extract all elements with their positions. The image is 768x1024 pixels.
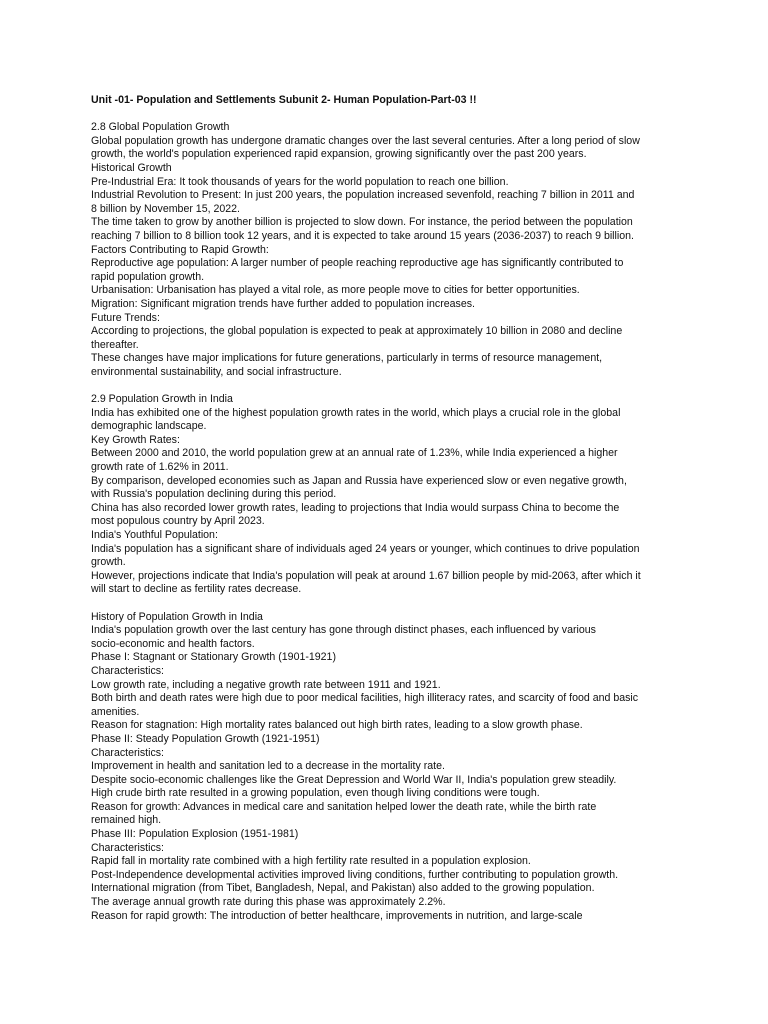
text-line: However, projections indicate that India's population will peak at around 1.67 billion people by mid-2063, after which it <box>91 569 641 582</box>
text-line: Characteristics: <box>91 664 164 677</box>
paragraph-gap <box>91 597 708 611</box>
text-line: socio-economic and health factors. <box>91 637 255 650</box>
text-line: Factors Contributing to Rapid Growth: <box>91 243 269 256</box>
text-line: India's population has a significant share of individuals aged 24 years or younger, which continues to drive population <box>91 542 640 555</box>
text-line: Global population growth has undergone dramatic changes over the last several centuries. After a long period of slow <box>91 134 640 147</box>
text-line: rapid population growth. <box>91 270 205 283</box>
text-line: 8 billion by November 15, 2022. <box>91 202 240 215</box>
text-line: Phase III: Population Explosion (1951-1981) <box>91 828 299 841</box>
text-line: Both birth and death rates were high due to poor medical facilities, high illiteracy rates, and scarcity of food and basic <box>91 692 639 705</box>
text-line: Reason for rapid growth: The introduction of better healthcare, improvements in nutrition, and large-scale <box>91 909 583 922</box>
section-heading: 2.8 Global Population Growth <box>91 121 230 134</box>
text-line: Low growth rate, including a negative growth rate between 1911 and 1921. <box>91 678 441 691</box>
text-line: remained high. <box>91 814 162 827</box>
text-line: growth, the world's population experienced rapid expansion, growing significantly over the past 200 years. <box>91 148 587 161</box>
text-line: amenities. <box>91 705 140 718</box>
text-line: Characteristics: <box>91 746 164 759</box>
text-line: thereafter. <box>91 338 139 351</box>
section-heading: History of Population Growth in India <box>91 610 263 623</box>
text-line: reaching 7 billion to 8 billion took 12 years, and it is expected to take around 15 years (2036-2037) to reach 9 billion. <box>91 229 634 242</box>
text-line: growth. <box>91 556 126 569</box>
text-line: Rapid fall in mortality rate combined with a high fertility rate resulted in a population explosion. <box>91 855 531 868</box>
text-line: Reason for growth: Advances in medical care and sanitation helped lower the death rate, while the birth rate <box>91 800 597 813</box>
text-line: India has exhibited one of the highest population growth rates in the world, which plays a crucial role in the global <box>91 406 621 419</box>
paragraph-gap <box>91 379 708 393</box>
text-line: Characteristics: <box>91 841 164 854</box>
text-line: Migration: Significant migration trends have further added to population increases. <box>91 297 475 310</box>
text-line: Improvement in health and sanitation led to a decrease in the mortality rate. <box>91 760 445 773</box>
text-line: Reproductive age population: A larger number of people reaching reproductive age has significantly contributed to <box>91 257 624 270</box>
text-line: By comparison, developed economies such as Japan and Russia have experienced slow or even negative growth, <box>91 474 627 487</box>
section <box>91 121 708 379</box>
text-line: with Russia's population declining during this period. <box>91 488 337 501</box>
section-heading: 2.9 Population Growth in India <box>91 393 233 406</box>
document-title: Unit -01- Population and Settlements Subunit 2- Human Population-Part-03 !! <box>91 94 477 106</box>
text-line: demographic landscape. <box>91 420 207 433</box>
text-line: High crude birth rate resulted in a growing population, even though living conditions were tough. <box>91 787 540 800</box>
text-line: According to projections, the global population is expected to peak at approximately 10 billion in 2080 and decline <box>91 325 623 338</box>
text-line: Industrial Revolution to Present: In just 200 years, the population increased sevenfold, reaching 7 billion in 2011 and <box>91 189 635 202</box>
section <box>91 611 708 924</box>
text-line: Between 2000 and 2010, the world population grew at an annual rate of 1.23%, while India experienced a higher <box>91 447 618 460</box>
document-body <box>91 121 708 923</box>
text-line: The average annual growth rate during this phase was approximately 2.2%. <box>91 896 446 909</box>
text-line: China has also recorded lower growth rates, leading to projections that India would surpass China to become the <box>91 501 620 514</box>
text-line: Historical Growth <box>91 161 172 174</box>
text-line: will start to decline as fertility rates decrease. <box>91 583 302 596</box>
text-line: Phase I: Stagnant or Stationary Growth (1901-1921) <box>91 651 336 664</box>
text-line: Post-Independence developmental activities improved living conditions, further contributing to population growth. <box>91 868 619 881</box>
text-line: environmental sustainability, and social infrastructure. <box>91 365 342 378</box>
text-line: Phase II: Steady Population Growth (1921-1951) <box>91 732 320 745</box>
text-line: Urbanisation: Urbanisation has played a vital role, as more people move to cities for better opportunities. <box>91 284 580 297</box>
text-line: Key Growth Rates: <box>91 433 180 446</box>
text-line: Pre-Industrial Era: It took thousands of years for the world population to reach one billion. <box>91 175 509 188</box>
text-line: India's population growth over the last century has gone through distinct phases, each influenced by various <box>91 624 596 637</box>
text-line: These changes have major implications for future generations, particularly in terms of resource management, <box>91 352 603 365</box>
text-line: Despite socio-economic challenges like the Great Depression and World War II, India's population grew steadily. <box>91 773 617 786</box>
text-line: Reason for stagnation: High mortality rates balanced out high birth rates, leading to a slow growth phase. <box>91 719 583 732</box>
text-line: growth rate of 1.62% in 2011. <box>91 461 229 474</box>
text-line: India's Youthful Population: <box>91 529 218 541</box>
section <box>91 393 708 597</box>
text-line: most populous country by April 2023. <box>91 515 265 528</box>
text-line: International migration (from Tibet, Bangladesh, Nepal, and Pakistan) also added to the growing population. <box>91 882 595 895</box>
text-line: Future Trends: <box>91 311 160 324</box>
text-line: The time taken to grow by another billion is projected to slow down. For instance, the period between the population <box>91 216 633 229</box>
